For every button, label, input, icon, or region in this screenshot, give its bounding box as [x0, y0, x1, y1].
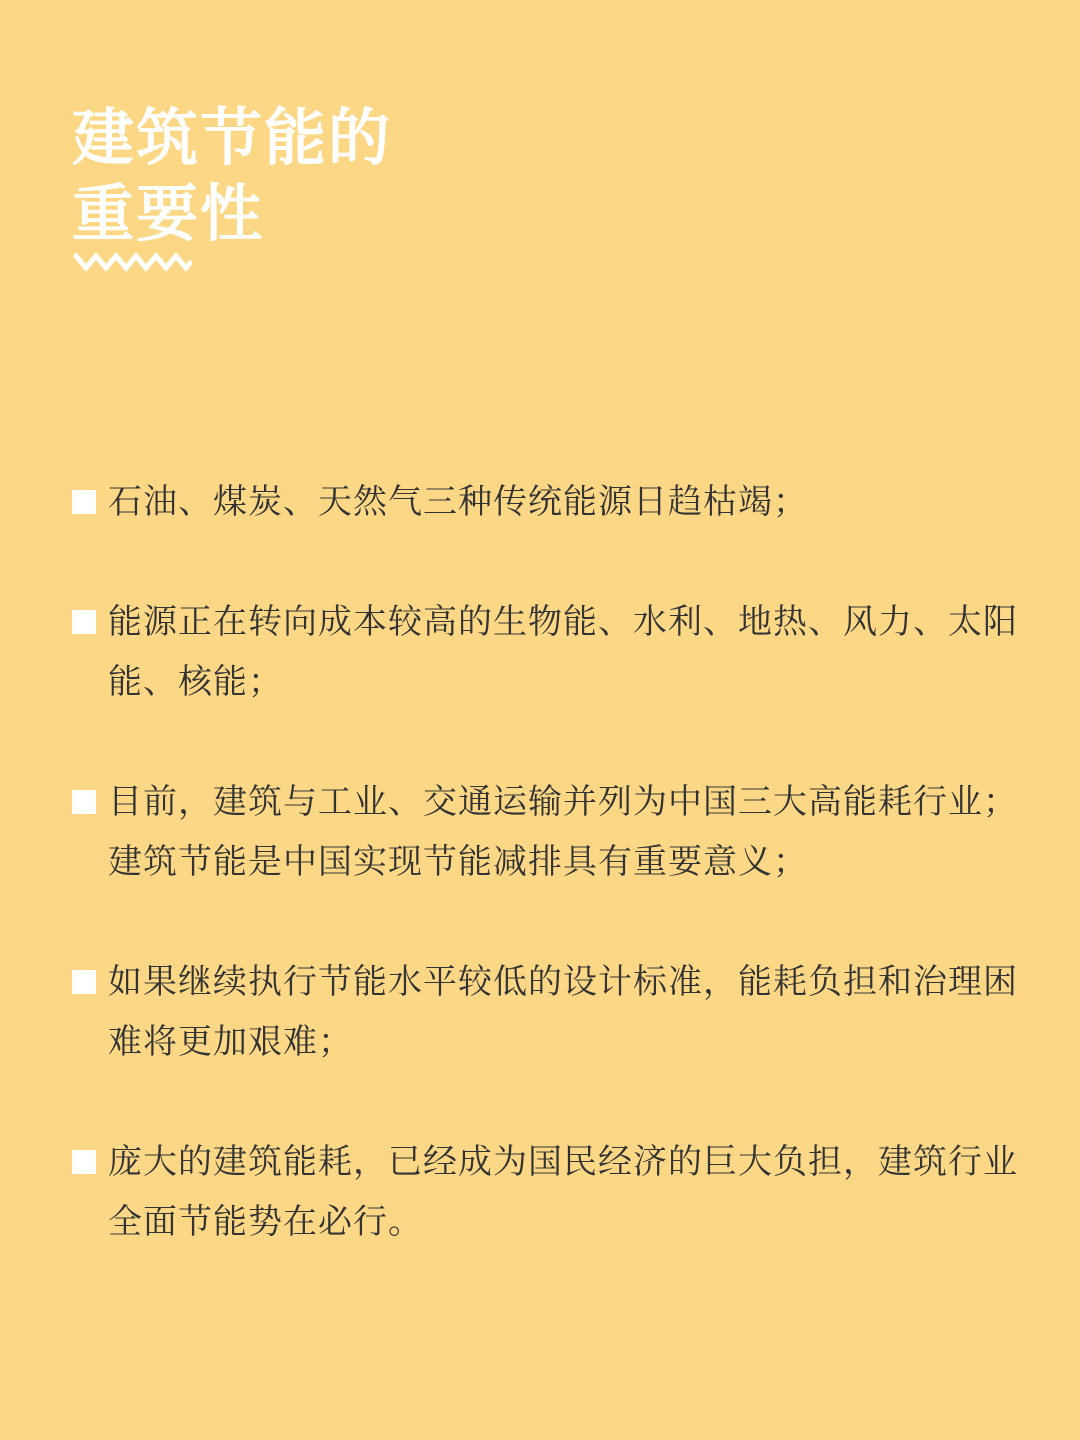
- wavy-underline-icon: [74, 252, 192, 274]
- list-item: [72, 592, 1032, 712]
- square-bullet-icon: [72, 970, 96, 994]
- title-line-2: 重要性: [72, 177, 265, 250]
- square-bullet-icon: [72, 610, 96, 634]
- bullet-list: [72, 472, 1032, 1312]
- list-item: [72, 1132, 1032, 1252]
- list-item: [72, 952, 1032, 1072]
- square-bullet-icon: [72, 790, 96, 814]
- square-bullet-icon: [72, 1150, 96, 1174]
- square-bullet-icon: [72, 490, 96, 514]
- list-item-text: 如果继续执行节能水平较低的设计标准，能耗负担和治理困难将更加艰难；: [108, 962, 1018, 1062]
- list-item-text: 石油、煤炭、天然气三种传统能源日趋枯竭；: [108, 482, 808, 522]
- title-line-1: 建筑节能的: [72, 101, 393, 174]
- list-item: [72, 472, 1032, 532]
- list-item: [72, 772, 1032, 892]
- page-title: [72, 100, 392, 252]
- list-item-text: 庞大的建筑能耗，已经成为国民经济的巨大负担，建筑行业全面节能势在必行。: [108, 1142, 1018, 1242]
- list-item-text: 目前，建筑与工业、交通运输并列为中国三大高能耗行业；建筑节能是中国实现节能减排具有重要意义；: [108, 782, 1018, 882]
- list-item-text: 能源正在转向成本较高的生物能、水利、地热、风力、太阳能、核能；: [108, 602, 1018, 702]
